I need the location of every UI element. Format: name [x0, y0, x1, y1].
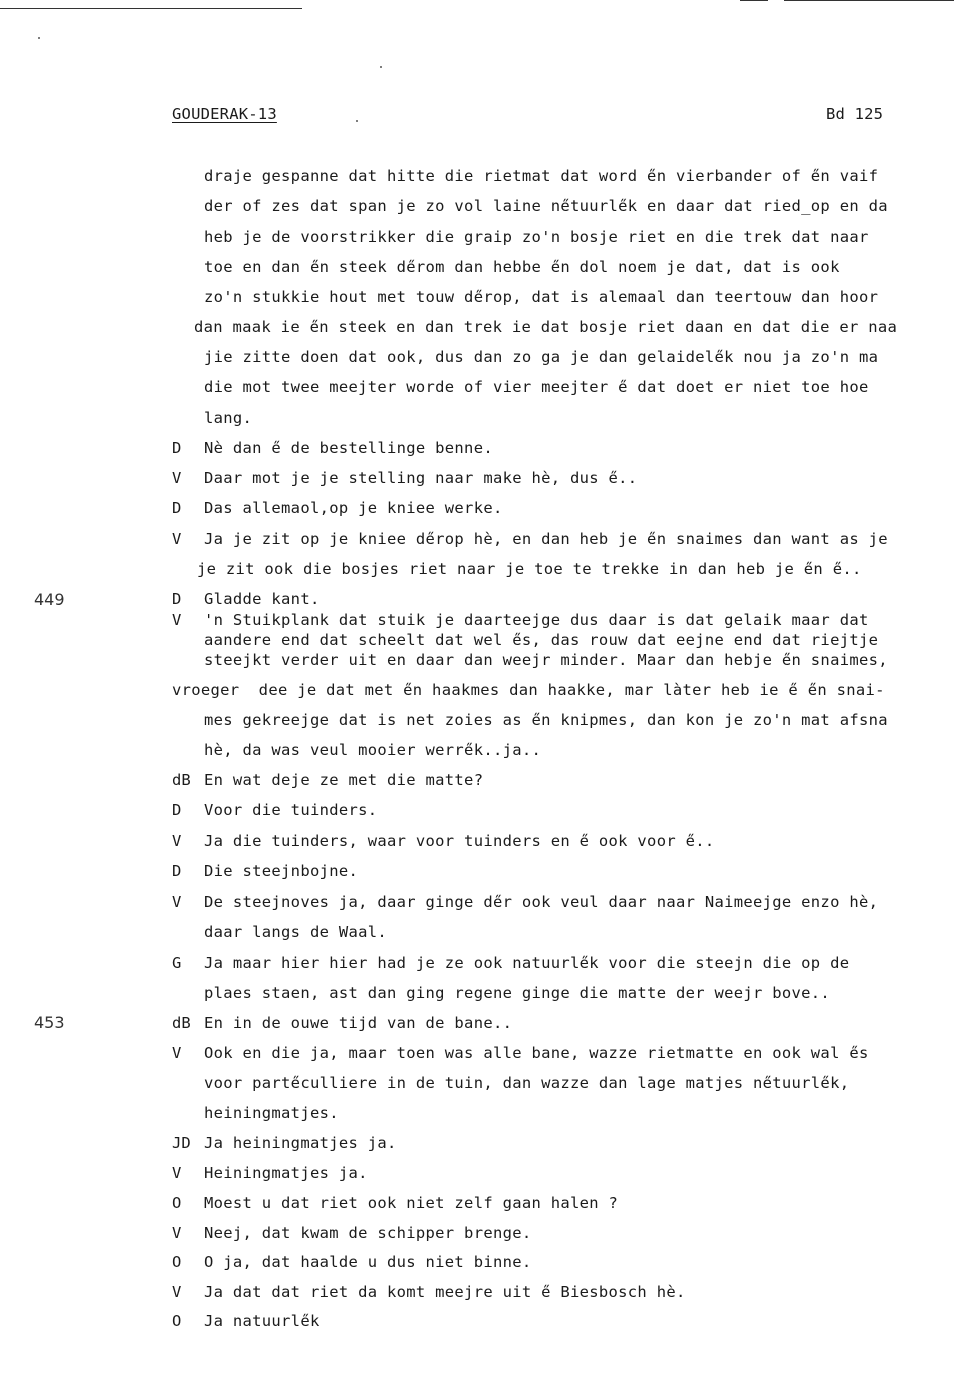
transcript-line: Ja natuurle̋k [204, 1312, 320, 1330]
transcript-line: Ja dat dat riet da komt meejre uit e̋ Biesbosch hè. [204, 1283, 686, 1301]
transcript-line: steejkt verder uit en daar dan weejr minder. Maar dan hebje e̋n snaimes, [204, 651, 888, 669]
speaker-label: V [172, 1164, 182, 1182]
speaker-label: dB [172, 771, 191, 789]
transcript-line: vroeger dee je dat met e̋n haakmes dan haakke, mar làter heb ie e̋ e̋n snai- [172, 681, 885, 699]
transcript-line: plaes staen, ast dan ging regene ginge die matte der weejr bove.. [204, 984, 831, 1002]
transcript-line: En wat deje ze met die matte? [204, 771, 484, 789]
page-reference: Bd 125 [826, 105, 884, 123]
speaker-label: JD [172, 1134, 191, 1152]
transcript-line: zo'n stukkie hout met touw de̋rop, dat is alemaal dan teertouw dan hoor [204, 288, 879, 306]
transcript-line: Daar mot je je stelling naar make hè, dus e̋.. [204, 469, 638, 487]
top-rule-right [784, 0, 954, 1]
speaker-label: O [172, 1253, 182, 1271]
transcript-line: Heiningmatjes ja. [204, 1164, 368, 1182]
transcript-line: O ja, dat haalde u dus niet binne. [204, 1253, 532, 1271]
speaker-label: dB [172, 1014, 191, 1032]
transcript-line: Nè dan e̋ de bestellinge benne. [204, 439, 493, 457]
speaker-label: D [172, 862, 182, 880]
transcript-line: Ja maar hier hier had je ze ook natuurle̋k voor die steejn die op de [204, 954, 850, 972]
speaker-label: O [172, 1194, 182, 1212]
speaker-label: V [172, 1224, 182, 1242]
transcript-line: je zit ook die bosjes riet naar je toe te trekke in dan heb je e̋n e̋.. [197, 560, 862, 578]
transcript-line: draje gespanne dat hitte die rietmat dat word e̋n vierbander of e̋n vaif [204, 167, 879, 185]
transcript-line: Das allemaol,op je kniee werke. [204, 499, 503, 517]
speaker-label: D [172, 499, 182, 517]
speck [380, 66, 382, 68]
speck [38, 37, 40, 39]
margin-line-number: 453 [34, 1013, 65, 1032]
transcript-line: Ook en die ja, maar toen was alle bane, wazze rietmatte en ook wal e̋s [204, 1044, 869, 1062]
transcript-line: Ja je zit op je kniee de̋rop hè, en dan heb je e̋n snaimes dan want as je [204, 530, 888, 548]
transcript-line: 'n Stuikplank dat stuik je daarteejge dus daar is dat gelaik maar dat [204, 611, 869, 629]
transcript-line: heb je de voorstrikker die graip zo'n bosje riet en die trek dat naar [204, 228, 869, 246]
document-id: GOUDERAK-13 [172, 105, 277, 123]
transcript-line: Ja heiningmatjes ja. [204, 1134, 397, 1152]
transcript-line: lang. [204, 409, 253, 427]
speaker-label: O [172, 1312, 182, 1330]
transcript-line: dan maak ie e̋n steek en dan trek ie dat bosje riet daan en dat die er naa [194, 318, 898, 336]
transcript-line: der of zes dat span je zo vol laine ne̋tuurle̋k en daar dat ried_op en da [204, 197, 888, 215]
transcript-line: die mot twee meejter worde of vier meejter e̋ dat doet er niet toe hoe [204, 378, 869, 396]
transcript-line: toe en dan e̋n steek de̋rom dan hebbe e̋n dol noem je dat, dat is ook [204, 258, 840, 276]
transcript-line: daar langs de Waal. [204, 923, 388, 941]
speaker-label: D [172, 590, 182, 608]
speaker-label: V [172, 1283, 182, 1301]
transcript-line: jie zitte doen dat ook, dus dan zo ga je dan gelaidele̋k nou ja zo'n ma [204, 348, 879, 366]
transcript-line: hè, da was veul mooier werre̋k..ja.. [204, 741, 542, 759]
transcript-line: Neej, dat kwam de schipper brenge. [204, 1224, 532, 1242]
margin-line-number: 449 [34, 590, 65, 609]
speaker-label: G [172, 954, 182, 972]
transcript-line: mes gekreejge dat is net zoies as e̋n knipmes, dan kon je zo'n mat afsna [204, 711, 888, 729]
transcript-line: aandere end dat scheelt dat wel e̋s, das rouw dat eejne end dat riejtje [204, 631, 879, 649]
speaker-label: V [172, 893, 182, 911]
top-rule-right-short [740, 0, 768, 1]
speaker-label: V [172, 530, 182, 548]
speaker-label: V [172, 832, 182, 850]
speaker-label: V [172, 1044, 182, 1062]
transcript-line: Voor die tuinders. [204, 801, 378, 819]
transcript-line: Gladde kant. [204, 590, 320, 608]
speaker-label: V [172, 611, 182, 629]
speaker-label: D [172, 439, 182, 457]
transcript-line: Moest u dat riet ook niet zelf gaan halen ? [204, 1194, 619, 1212]
speaker-label: V [172, 469, 182, 487]
transcript-line: De steejnoves ja, daar ginge de̋r ook veul daar naar Naimeejge enzo hè, [204, 893, 879, 911]
transcript-line: Die steejnbojne. [204, 862, 359, 880]
transcript-line: heiningmatjes. [204, 1104, 339, 1122]
speaker-label: D [172, 801, 182, 819]
transcript-line: Ja die tuinders, waar voor tuinders en e̋ ook voor e̋.. [204, 832, 715, 850]
transcript-line: voor parte̋culliere in de tuin, dan wazze dan lage matjes ne̋tuurle̋k, [204, 1074, 850, 1092]
top-rule-left [0, 8, 302, 9]
speck [356, 120, 358, 122]
transcript-line: En in de ouwe tijd van de bane.. [204, 1014, 513, 1032]
